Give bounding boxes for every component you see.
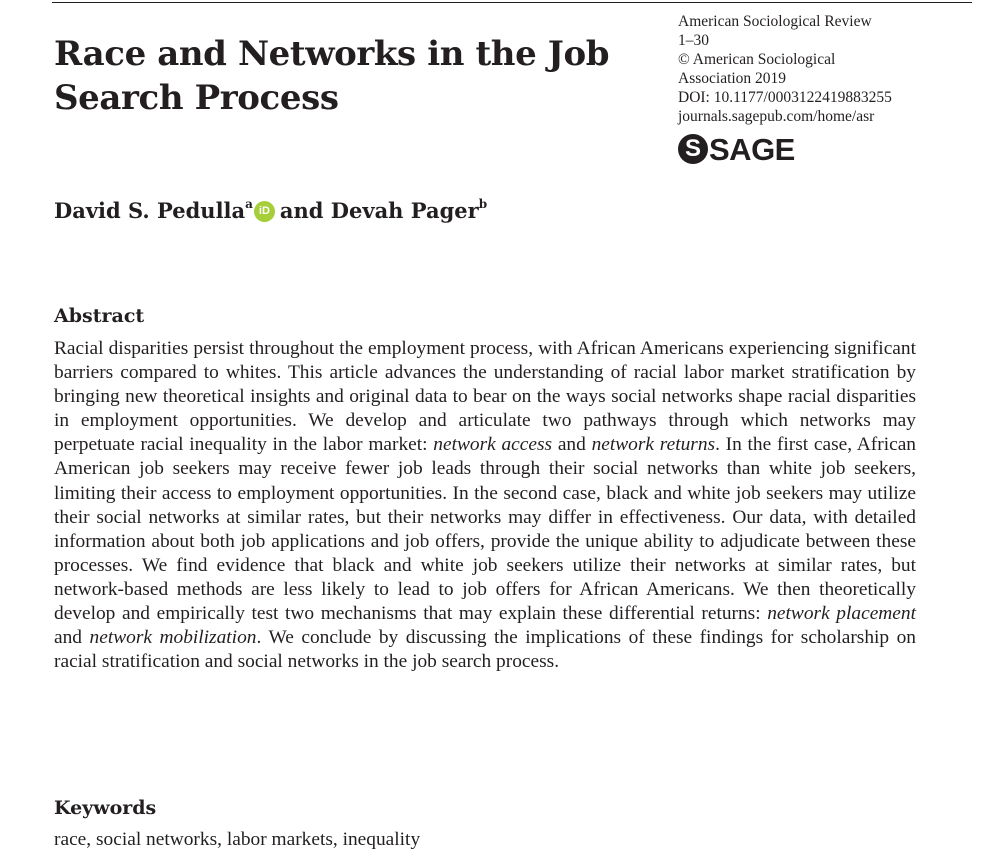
journal-info bbox=[678, 12, 978, 126]
copyright-line-2: Association 2019 bbox=[678, 70, 787, 87]
journal-name: American Sociological Review bbox=[678, 13, 872, 30]
abstract-term-network-placement: network placement bbox=[767, 603, 916, 625]
abstract-body bbox=[54, 337, 916, 674]
page-range: 1–30 bbox=[678, 32, 709, 49]
article-title: Race and Networks in the Job Search Process bbox=[54, 34, 610, 118]
keywords-heading: Keywords bbox=[54, 797, 157, 819]
author-1-affiliation: a bbox=[245, 197, 253, 211]
author-line bbox=[54, 196, 487, 226]
author-2-affiliation: b bbox=[478, 197, 488, 211]
abstract-heading: Abstract bbox=[54, 305, 145, 327]
abstract-text-2: and bbox=[552, 434, 592, 456]
author-2-name: Devah Pager bbox=[330, 198, 479, 223]
abstract-term-network-mobilization: network mobilization bbox=[89, 627, 257, 649]
abstract-text-1: Racial disparities persist throughout the employment process, with African Americans experiencing significant barriers compared to whites. This article advances the understanding of racial labor market stratification by bringing new theoretical insights and original data to bear on the ways social networks shape racial disparities in employment opportunities. We develop and articulate two pathways through which networks may perpetuate racial inequality in the labor market: bbox=[54, 338, 916, 456]
author-1-name: David S. Pedulla bbox=[54, 198, 246, 223]
sage-logo bbox=[678, 132, 795, 166]
abstract-text-3: . In the first case, African American job seekers may receive fewer job leads through their social networks than white job seekers, limiting their access to employment opportunities. In the second case, black and white job seekers may utilize their social networks at similar rates, but their networks may differ in effectiveness. Our data, with detailed information about both job applications and job offers, provide the unique ability to adjudicate between these processes. We find evidence that black and white job seekers utilize their networks at similar rates, but network-based methods are less likely to lead to job offers for African Americans. We then theoretically develop and empirically test two mechanisms that may explain these differential returns: bbox=[54, 434, 917, 625]
abstract-text-4: and bbox=[54, 627, 90, 649]
author-conjunction: and bbox=[279, 198, 324, 223]
doi[interactable]: DOI: 10.1177/0003122419883255 bbox=[678, 89, 892, 106]
sage-wordmark: SAGE bbox=[709, 131, 795, 167]
abstract-term-network-returns: network returns bbox=[591, 434, 716, 456]
journal-url[interactable]: journals.sagepub.com/home/asr bbox=[678, 108, 875, 125]
sage-s-circle-icon: S bbox=[678, 134, 708, 164]
abstract-text-5: . We conclude by discussing the implications of these findings for scholarship on racial stratification and social networks in the job search process. bbox=[54, 627, 916, 673]
copyright-line-1: © American Sociological bbox=[678, 51, 836, 68]
header-rule bbox=[52, 2, 972, 3]
keywords-list: race, social networks, labor markets, inequality bbox=[54, 829, 421, 850]
abstract-term-network-access: network access bbox=[433, 434, 553, 456]
orcid-icon[interactable]: iD bbox=[254, 201, 275, 222]
